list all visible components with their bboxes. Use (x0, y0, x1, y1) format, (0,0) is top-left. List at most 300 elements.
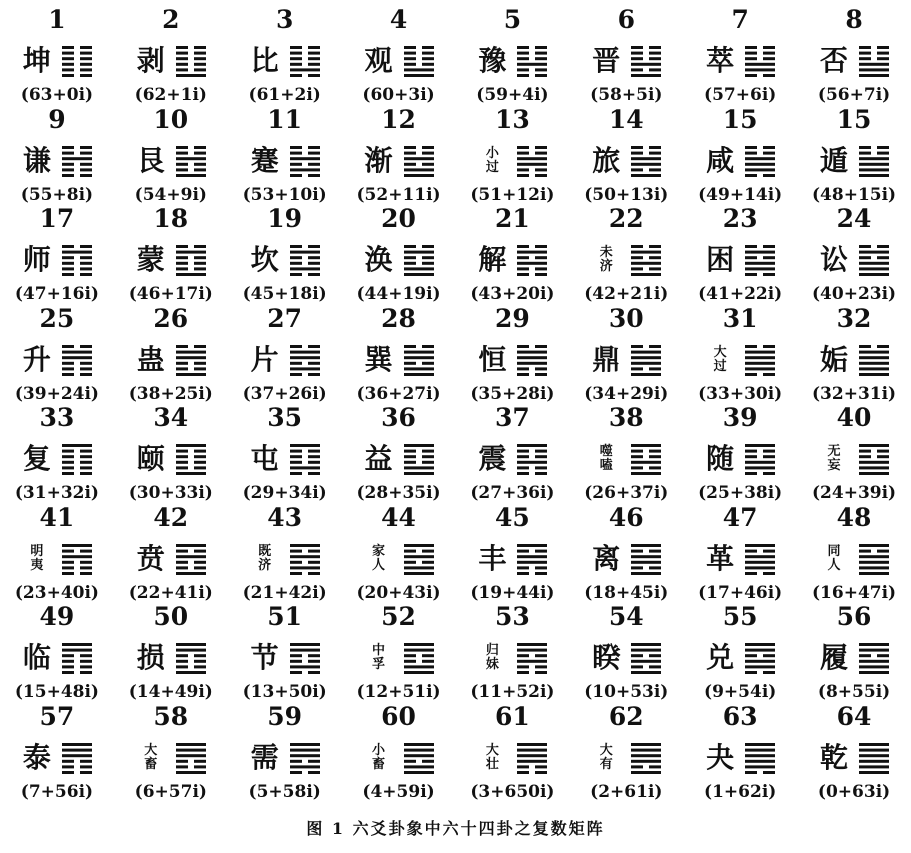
yang-line (290, 251, 320, 254)
yang-line (62, 350, 92, 353)
yin-line-right (649, 566, 661, 569)
hexagram-number: 38 (608, 403, 644, 432)
yin-line-left (404, 46, 416, 49)
hexagram-cell (228, 402, 342, 502)
yin-line-right (535, 472, 547, 475)
yang-line (404, 743, 434, 746)
yang-line (859, 461, 889, 464)
hexagram-cell (683, 104, 797, 204)
hexagram-number: 32 (836, 303, 872, 333)
yin-line-right (422, 262, 434, 265)
hexagram-symbol-icon (176, 442, 206, 476)
yin-line-left (631, 450, 643, 453)
yin-line-left (517, 345, 529, 348)
hexagram-symbol-icon (859, 144, 889, 178)
hexagram-symbol-icon (176, 343, 206, 377)
yin-line-right (80, 245, 92, 248)
yang-line (745, 660, 775, 663)
yang-line (404, 555, 434, 558)
yin-line-left (404, 660, 416, 663)
yin-line-right (80, 759, 92, 762)
yin-line-right (763, 151, 775, 154)
yin-line-right (80, 52, 92, 55)
complex-value: (6+57i) (134, 781, 207, 802)
hexagram-number: 12 (381, 104, 416, 134)
yin-line-left (176, 765, 188, 768)
yang-line (631, 771, 661, 774)
yin-line-left (290, 174, 302, 177)
hexagram-name: 谦 (22, 143, 51, 177)
yin-line-right (649, 267, 661, 270)
hexagram-cell (683, 601, 797, 701)
hexagram-symbol-icon (745, 144, 775, 178)
yin-line-right (763, 273, 775, 276)
yin-line-right (649, 245, 661, 248)
hexagram-name: 师 (22, 243, 51, 276)
hexagram-name (477, 644, 507, 672)
yin-line-left (176, 759, 188, 762)
hexagram-symbol-icon (859, 243, 889, 277)
yin-line-left (404, 262, 416, 265)
hexagram-number: 50 (153, 602, 189, 631)
hexagram-name: 姤 (820, 342, 849, 376)
hexagram-name-stacked: 大过 (713, 344, 727, 374)
yin-line-left (517, 245, 529, 248)
yin-line-left (290, 345, 302, 348)
figure-caption: 图 1 六爻卦象中六十四卦之复数矩阵 (306, 819, 605, 838)
yin-line-left (62, 345, 74, 348)
yin-line-left (631, 267, 643, 270)
yin-line-left (62, 654, 74, 657)
yang-line (517, 555, 547, 558)
yang-line (745, 356, 775, 359)
yin-line-left (404, 57, 416, 60)
hexagram-number: 22 (608, 204, 644, 233)
yin-line-left (631, 466, 643, 469)
hexagram-cell (797, 4, 911, 104)
hexagram-symbol-icon (517, 542, 547, 576)
yang-line (631, 162, 661, 165)
yin-line-right (80, 455, 92, 458)
yin-line-left (745, 549, 757, 552)
hexagram-symbol-icon (62, 243, 92, 277)
yin-line-left (859, 46, 871, 49)
yin-line-left (290, 162, 302, 165)
hexagram-symbol-icon (62, 144, 92, 178)
complex-value: (12+51i) (356, 682, 441, 702)
complex-value: (31+32i) (14, 483, 99, 503)
yin-line-right (308, 273, 320, 276)
yin-line-right (535, 68, 547, 71)
hexagram-number: 34 (153, 403, 189, 432)
hexagram-name (364, 644, 394, 672)
yin-line-left (62, 162, 74, 165)
hexagram-symbol-icon (62, 44, 92, 78)
yin-line-left (176, 361, 188, 364)
hexagram-name: 离 (592, 541, 621, 575)
yang-line (859, 74, 889, 77)
yin-line-left (745, 345, 757, 348)
hexagram-row (456, 540, 570, 578)
yin-line-left (631, 367, 643, 370)
hexagram-row (114, 440, 228, 478)
yin-line-right (535, 572, 547, 575)
yang-line (404, 643, 434, 646)
complex-value: (18+45i) (584, 582, 669, 603)
yin-line-right (535, 345, 547, 348)
yang-line (62, 251, 92, 254)
hexagram-cell (797, 402, 911, 502)
hexagram-symbol-icon (745, 741, 775, 775)
yin-line-left (176, 267, 188, 270)
yin-line-left (290, 46, 302, 49)
yin-line-right (80, 146, 92, 149)
hexagram-symbol-icon (859, 542, 889, 576)
yang-line (631, 748, 661, 751)
yin-line-left (176, 665, 188, 668)
hexagram-row (114, 42, 228, 80)
hexagram-row (0, 540, 114, 578)
yang-line (745, 350, 775, 353)
yin-line-right (535, 245, 547, 248)
hexagram-row (797, 241, 911, 279)
complex-value: (52+11i) (356, 184, 441, 205)
hexagram-symbol-icon (290, 741, 320, 775)
yin-line-right (194, 566, 206, 569)
hexagram-number: 61 (495, 701, 530, 731)
yin-line-left (745, 373, 757, 376)
hexagram-number: 15 (836, 104, 872, 134)
yang-line (517, 544, 547, 547)
hexagram-symbol-icon (631, 442, 661, 476)
yin-line-left (517, 52, 529, 55)
hexagram-cell (797, 303, 911, 403)
hexagram-name-stacked: 大畜 (144, 742, 158, 772)
complex-value: (60+3i) (362, 85, 435, 105)
yin-line-right (80, 450, 92, 453)
yin-line-right (649, 345, 661, 348)
hexagram-name: 蒙 (136, 243, 165, 276)
hexagram-symbol-icon (631, 343, 661, 377)
yang-line (517, 649, 547, 652)
yin-line-right (422, 345, 434, 348)
yang-line (517, 356, 547, 359)
yin-line-left (62, 765, 74, 768)
hexagram-name-stacked: 未济 (599, 245, 613, 274)
hexagram-number: 9 (48, 104, 66, 134)
hexagram-number: 45 (495, 502, 530, 532)
hexagram-matrix (0, 4, 911, 800)
yang-line (631, 350, 661, 353)
yin-line-right (308, 74, 320, 77)
hexagram-name (364, 545, 394, 573)
hexagram-cell (797, 203, 911, 303)
yin-line-right (763, 654, 775, 657)
hexagram-number: 29 (495, 303, 530, 333)
yin-line-right (535, 174, 547, 177)
yin-line-left (859, 146, 871, 149)
yin-line-right (763, 472, 775, 475)
yang-line (176, 74, 206, 77)
hexagram-row (569, 341, 683, 379)
hexagram-cell (0, 303, 114, 403)
hexagram-row (683, 142, 797, 180)
yin-line-left (745, 174, 757, 177)
yang-line (404, 168, 434, 171)
yin-line-left (631, 549, 643, 552)
yang-line (62, 743, 92, 746)
yin-line-left (62, 74, 74, 77)
yin-line-right (422, 455, 434, 458)
complex-value: (58+5i) (590, 85, 663, 105)
hexagram-symbol-icon (517, 641, 547, 675)
hexagram-symbol-icon (62, 343, 92, 377)
yin-line-right (422, 361, 434, 364)
hexagram-number: 20 (381, 204, 416, 233)
hexagram-row (0, 341, 114, 379)
hexagram-name: 屯 (250, 442, 279, 475)
hexagram-symbol-icon (517, 741, 547, 775)
complex-value: (57+6i) (704, 85, 777, 105)
yang-line (62, 157, 92, 160)
yin-line-right (877, 52, 889, 55)
hexagram-row (456, 241, 570, 279)
yin-line-left (62, 549, 74, 552)
yin-line-right (649, 466, 661, 469)
hexagram-cell (456, 502, 570, 602)
yin-line-right (877, 146, 889, 149)
hexagram-row (0, 142, 114, 180)
hexagram-symbol-icon (404, 641, 434, 675)
yang-line (517, 759, 547, 762)
yin-line-left (290, 455, 302, 458)
hexagram-name: 片 (250, 342, 279, 376)
yin-line-left (62, 151, 74, 154)
yin-line-right (194, 660, 206, 663)
yang-line (631, 649, 661, 652)
yin-line-left (176, 162, 188, 165)
yang-line (745, 444, 775, 447)
hexagram-row (456, 142, 570, 180)
hexagram-symbol-icon (517, 442, 547, 476)
hexagram-name-stacked: 既济 (258, 543, 272, 573)
hexagram-symbol-icon (290, 542, 320, 576)
hexagram-cell (456, 402, 570, 502)
hexagram-number: 51 (267, 602, 303, 631)
hexagram-symbol-icon (404, 442, 434, 476)
yang-line (517, 251, 547, 254)
yang-line (745, 643, 775, 646)
yin-line-left (404, 63, 416, 66)
yin-line-left (859, 450, 871, 453)
hexagram-row (342, 241, 456, 279)
yin-line-left (290, 245, 302, 248)
yin-line-right (422, 46, 434, 49)
yin-line-right (308, 549, 320, 552)
hexagram-name: 乾 (820, 740, 849, 774)
yin-line-right (763, 57, 775, 60)
yin-line-left (517, 665, 529, 668)
yang-line (859, 649, 889, 652)
hexagram-symbol-icon (176, 44, 206, 78)
hexagram-cell (114, 402, 228, 502)
hexagram-cell (114, 104, 228, 204)
yin-line-left (859, 151, 871, 154)
yin-line-right (308, 560, 320, 563)
yin-line-left (404, 151, 416, 154)
yin-line-left (176, 245, 188, 248)
yin-line-right (80, 168, 92, 171)
yin-line-left (404, 560, 416, 563)
hexagram-name: 巽 (364, 342, 393, 376)
yin-line-left (290, 472, 302, 475)
hexagram-number: 26 (153, 303, 189, 333)
yin-line-right (649, 168, 661, 171)
yin-line-right (194, 146, 206, 149)
yang-line (62, 356, 92, 359)
yang-line (745, 367, 775, 370)
hexagram-name: 蹇 (250, 143, 279, 177)
yang-line (859, 367, 889, 370)
yin-line-left (176, 345, 188, 348)
yin-line-right (535, 765, 547, 768)
hexagram-row (569, 739, 683, 777)
yang-line (404, 665, 434, 668)
yang-line (404, 748, 434, 751)
yang-line (404, 356, 434, 359)
yin-line-right (80, 765, 92, 768)
complex-value: (16+47i) (812, 582, 897, 603)
hexagram-name (136, 744, 166, 772)
yin-line-right (194, 665, 206, 668)
yang-line (859, 572, 889, 575)
complex-value: (2+61i) (590, 781, 663, 802)
hexagram-name: 艮 (136, 143, 165, 177)
yang-line (859, 466, 889, 469)
yin-line-right (194, 151, 206, 154)
hexagram-cell (0, 601, 114, 701)
yin-line-right (194, 162, 206, 165)
yin-line-right (194, 759, 206, 762)
yin-line-left (62, 63, 74, 66)
yin-line-left (62, 168, 74, 171)
yang-line (290, 466, 320, 469)
hexagram-name (364, 744, 394, 772)
yin-line-left (517, 46, 529, 49)
yin-line-right (649, 151, 661, 154)
hexagram-number: 30 (608, 303, 644, 333)
yin-line-right (194, 455, 206, 458)
yin-line-right (535, 146, 547, 149)
yang-line (290, 157, 320, 160)
hexagram-cell (569, 502, 683, 602)
hexagram-row (797, 639, 911, 677)
yin-line-left (745, 472, 757, 475)
complex-value: (1+62i) (704, 781, 777, 802)
hexagram-name-stacked: 归妹 (485, 643, 499, 672)
yin-line-right (80, 267, 92, 270)
yin-line-right (308, 450, 320, 453)
yin-line-left (517, 455, 529, 458)
yin-line-right (80, 373, 92, 376)
yin-line-left (745, 146, 757, 149)
yin-line-right (535, 450, 547, 453)
yin-line-left (859, 345, 871, 348)
complex-value: (59+4i) (476, 85, 549, 105)
yin-line-left (631, 566, 643, 569)
hexagram-number: 57 (39, 701, 75, 731)
yin-line-left (517, 57, 529, 60)
yang-line (404, 771, 434, 774)
complex-value: (19+44i) (470, 582, 555, 603)
hexagram-row (342, 42, 456, 80)
yang-line (404, 350, 434, 353)
hexagram-symbol-icon (62, 741, 92, 775)
yin-line-right (194, 52, 206, 55)
yang-line (517, 643, 547, 646)
yin-line-right (877, 345, 889, 348)
yang-line (859, 665, 889, 668)
hexagram-number: 13 (495, 104, 530, 134)
yin-line-right (80, 472, 92, 475)
yang-line (404, 267, 434, 270)
yin-line-left (290, 262, 302, 265)
hexagram-name: 贲 (136, 541, 165, 575)
yang-line (859, 560, 889, 563)
hexagram-cell (456, 203, 570, 303)
yin-line-right (877, 450, 889, 453)
yin-line-left (290, 74, 302, 77)
yin-line-right (308, 654, 320, 657)
hexagram-number: 53 (495, 602, 530, 631)
yin-line-left (290, 151, 302, 154)
hexagram-cell (797, 104, 911, 204)
complex-value: (55+8i) (20, 184, 94, 205)
hexagram-name (591, 246, 621, 274)
yin-line-right (422, 245, 434, 248)
yin-line-right (194, 361, 206, 364)
yin-line-right (649, 68, 661, 71)
hexagram-cell (797, 701, 911, 801)
hexagram-row (228, 341, 342, 379)
yin-line-right (649, 654, 661, 657)
yin-line-right (194, 57, 206, 60)
yin-line-left (404, 461, 416, 464)
hexagram-number: 19 (267, 204, 303, 233)
yin-line-left (176, 560, 188, 563)
hexagram-cell (228, 502, 342, 602)
yang-line (404, 74, 434, 77)
yin-line-right (649, 367, 661, 370)
yin-line-left (859, 549, 871, 552)
hexagram-number: 54 (608, 602, 644, 631)
yin-line-left (62, 466, 74, 469)
yin-line-right (308, 245, 320, 248)
yin-line-left (62, 373, 74, 376)
yin-line-right (422, 63, 434, 66)
hexagram-symbol-icon (631, 144, 661, 178)
hexagram-row (569, 142, 683, 180)
yin-line-right (877, 654, 889, 657)
yang-line (859, 356, 889, 359)
hexagram-name: 临 (22, 641, 51, 674)
hexagram-number: 14 (608, 104, 644, 134)
yang-line (176, 373, 206, 376)
yin-line-right (535, 74, 547, 77)
yin-line-right (763, 46, 775, 49)
complex-value: (23+40i) (14, 582, 99, 603)
hexagram-number: 27 (267, 303, 303, 333)
